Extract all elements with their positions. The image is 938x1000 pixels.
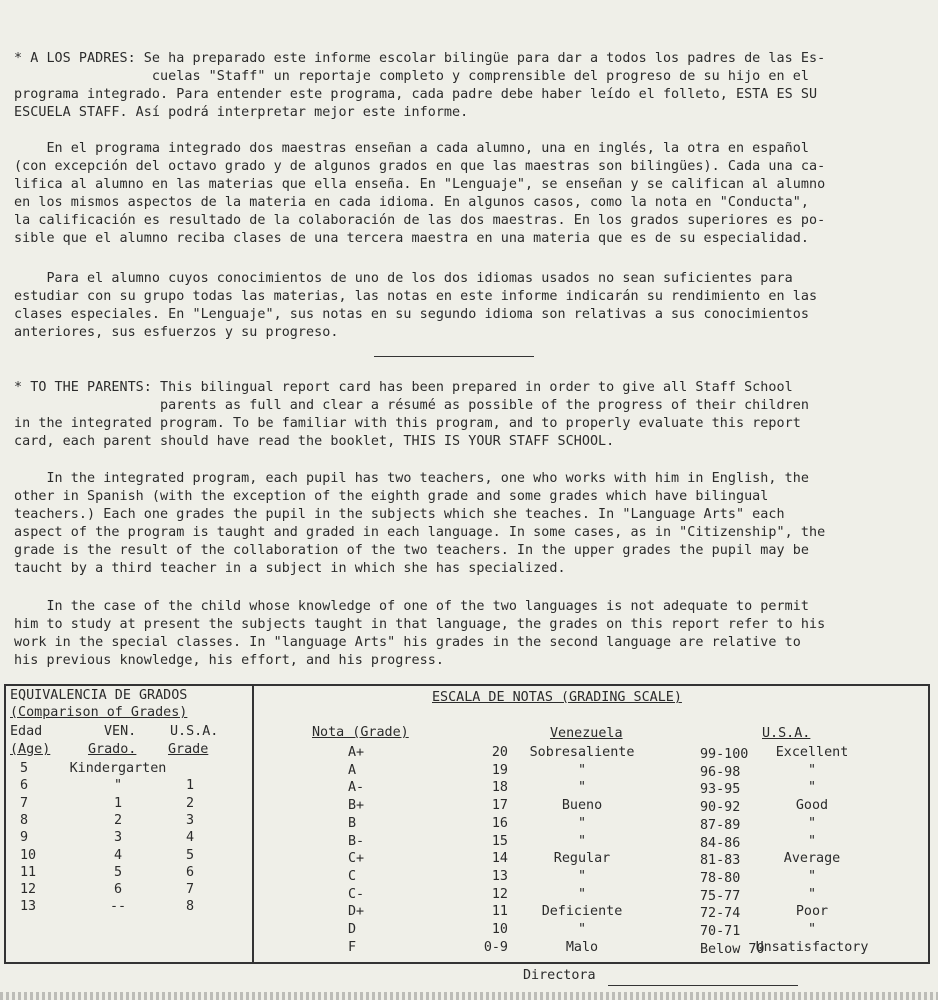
english-paragraph-3: In the case of the child whose knowledge of one of the two languages is not adequate to permit him to study at present the subjects taught in that language, the grades on this report refer to his work in the special classes. In "language Arts" his grades in the second language are relative to his previous knowledge, his effort, and his progress. — [14, 599, 826, 668]
scale-range-cell: 99-100 — [700, 747, 749, 762]
scale-range-cell: Below 70 — [700, 941, 765, 957]
scale-number-cell: 11 — [491, 904, 508, 920]
perforated-edge — [0, 992, 938, 1000]
scale-range-cell: 70-71 — [700, 924, 741, 939]
equiv-usa-cell: 6 — [186, 864, 195, 880]
equiv-usa-cell: 1 — [186, 778, 195, 794]
scale-venezuela-cell: " — [577, 922, 587, 937]
scale-venezuela-cell: " — [577, 868, 587, 884]
scale-usa-cell: " — [807, 815, 817, 831]
scale-usa-cell: " — [807, 868, 817, 884]
scale-usa-cell: Good — [795, 798, 829, 814]
equiv-usa-cell: 8 — [186, 899, 195, 915]
scale-number-cell: 12 — [491, 886, 508, 902]
equiv-usa-cell: 2 — [186, 795, 195, 811]
scale-number-cell: 13 — [491, 868, 508, 884]
scale-venezuela-cell: Deficiente — [541, 904, 623, 920]
english-paragraph-1: * TO THE PARENTS: This bilingual report card has been prepared in order to give all Staff School parents as full and clear a résumé as possible of the progress of their children in the integrated program. To be familiar with this program, and to properly evaluate this report card, each parent should have read the booklet, THIS IS YOUR STAFF SCHOOL. — [14, 380, 809, 449]
equiv-age-cell: 12 — [20, 882, 37, 898]
scale-grade-cell: B+ — [348, 798, 365, 814]
scale-grade-cell: B — [348, 815, 357, 831]
scale-range-cell: 93-95 — [700, 782, 741, 798]
scale-venezuela-cell: " — [577, 762, 587, 778]
scale-number-cell: 0-9 — [483, 939, 508, 955]
equiv-usa-cell: 7 — [186, 882, 195, 898]
section-divider — [374, 356, 534, 357]
scale-usa-cell: Excellent — [775, 745, 849, 760]
scale-grade-cell: D+ — [348, 904, 365, 920]
scale-number-cell: 17 — [491, 798, 508, 814]
equiv-age-cell: 11 — [20, 864, 37, 880]
scale-number-cell: 19 — [491, 762, 508, 778]
equiv-age-cell: 9 — [20, 830, 29, 846]
scale-range-cell: 78-80 — [700, 870, 741, 886]
scale-usa-cell: " — [807, 922, 817, 937]
equiv-age-cell: 13 — [20, 899, 37, 915]
header-usa-scale: U.S.A. — [762, 726, 811, 741]
header-grade: Grade — [168, 742, 209, 757]
scale-venezuela-cell: Regular — [553, 851, 611, 867]
equiv-age-cell: 10 — [20, 847, 37, 863]
grading-scale-title: ESCALA DE NOTAS (GRADING SCALE) — [432, 690, 682, 705]
equiv-ven-cell: " — [113, 778, 123, 794]
equiv-ven-cell: 4 — [113, 847, 123, 863]
header-nota: Nota (Grade) — [312, 725, 409, 740]
scale-range-cell: 72-74 — [700, 906, 741, 922]
scale-range-cell: 81-83 — [700, 853, 741, 869]
scale-grade-cell: C — [348, 868, 357, 884]
spanish-paragraph-2: En el programa integrado dos maestras enseñan a cada alumno, una en inglés, la otra en español (con excepción del octavo grado y de algunos grados en que las maestras son bilingües). Cada una ca- lifica al alumno en las materias que ella enseña. En "Lenguaje", se enseñan y se califican al alumno en los mismos aspectos de la materia en cada idioma. En algunos casos, como la nota en "Conducta", la calificación es resultado de la colaboración de las dos maestras. En los grados superiores es po- sible que el alumno reciba clases de una tercera maestra en una materia que es de su especialidad. — [14, 141, 826, 246]
equiv-ven-cell: 2 — [113, 812, 123, 828]
scale-range-cell: 87-89 — [700, 817, 741, 833]
spanish-paragraph-1: * A LOS PADRES: Se ha preparado este informe escolar bilingüe para dar a todos los padres de las Es- cuelas "Staff" un reportaje completo y comprensible del progreso de su hijo en el programa integrado. Para entender este programa, cada padre debe haber leído el folleto, ESTA ES SU ESCUELA STAFF. Así podrá interpretar mejor este informe. — [14, 51, 826, 120]
scale-number-cell: 10 — [491, 922, 508, 937]
equiv-ven-cell: 6 — [113, 882, 123, 898]
scale-usa-cell: Poor — [795, 904, 829, 920]
scale-range-cell: 90-92 — [700, 800, 741, 816]
header-grado: Grado. — [88, 742, 137, 757]
equiv-age-cell: 5 — [20, 761, 29, 776]
spanish-paragraph-3: Para el alumno cuyos conocimientos de uno de los dos idiomas usados no sean suficientes para estudiar con su grupo todas las materias, las notas en este informe indicarán su rendimiento en las clases especiales. En "Lenguaje", sus notas en su segundo idioma son relativas a sus conocimientos anteriores, sus esfuerzos y su progreso. — [14, 271, 818, 340]
header-edad: Edad — [10, 724, 43, 739]
equiv-usa-cell: 4 — [186, 830, 195, 846]
equiv-ven-cell: 5 — [113, 864, 123, 880]
equiv-usa-cell: 5 — [186, 847, 195, 863]
scale-number-cell: 15 — [491, 833, 508, 849]
equiv-ven-cell: -- — [109, 899, 127, 915]
equiv-age-cell: 6 — [20, 778, 29, 794]
scale-number-cell: 16 — [491, 815, 508, 831]
scale-venezuela-cell: " — [577, 780, 587, 796]
equivalence-subtitle: (Comparison of Grades) — [10, 705, 188, 720]
director-signature-line — [608, 985, 798, 986]
equiv-usa-cell: 3 — [186, 812, 195, 828]
header-age: (Age) — [10, 742, 51, 757]
scale-number-cell: 14 — [491, 851, 508, 867]
scale-grade-cell: D — [348, 922, 357, 937]
equiv-ven-cell: 1 — [113, 795, 123, 811]
equivalence-title: EQUIVALENCIA DE GRADOS — [10, 688, 188, 703]
scale-usa-cell: " — [807, 780, 817, 796]
scale-range-cell: 96-98 — [700, 764, 741, 780]
scale-grade-cell: C+ — [348, 851, 365, 867]
scale-usa-cell: " — [807, 886, 817, 902]
scale-grade-cell: B- — [348, 833, 365, 849]
scale-grade-cell: C- — [348, 886, 365, 902]
scale-number-cell: 20 — [491, 745, 508, 760]
scale-grade-cell: A — [348, 762, 357, 778]
equiv-age-cell: 7 — [20, 795, 29, 811]
scale-venezuela-cell: " — [577, 886, 587, 902]
scale-usa-cell: " — [807, 833, 817, 849]
scale-range-cell: 75-77 — [700, 888, 741, 904]
scale-venezuela-cell: Sobresaliente — [529, 745, 635, 760]
scale-range-cell: 84-86 — [700, 835, 741, 851]
scale-usa-cell: Average — [783, 851, 841, 867]
header-venezuela: Venezuela — [550, 726, 623, 741]
header-usa-equiv: U.S.A. — [170, 724, 219, 739]
scale-grade-cell: A+ — [348, 745, 365, 760]
equiv-age-cell: 8 — [20, 812, 29, 828]
scale-usa-cell: " — [807, 762, 817, 778]
scale-number-cell: 18 — [491, 780, 508, 796]
scale-usa-cell: Unsatisfactory — [755, 939, 869, 955]
header-ven: VEN. — [104, 724, 137, 739]
scale-grade-cell: A- — [348, 780, 365, 796]
equiv-ven-cell: 3 — [113, 830, 123, 846]
scale-grade-cell: F — [348, 939, 357, 955]
scale-venezuela-cell: Bueno — [561, 798, 603, 814]
scale-venezuela-cell: Malo — [565, 939, 599, 955]
table-divider-line — [252, 684, 254, 964]
director-label: Directora — [523, 968, 596, 983]
scale-venezuela-cell: " — [577, 833, 587, 849]
english-paragraph-2: In the integrated program, each pupil has two teachers, one who works with him in English, the other in Spanish (with the exception of the eighth grade and some grades which have bilingual teachers.) Each one grades the pupil in the subjects which she teaches. In "Language Arts" each aspect of the program is taught and graded in each language. In some cases, as in "Citizenship", the grade is the result of the collaboration of the two teachers. In the upper grades the pupil may be taucht by a third teacher in a subject in which she has specialized. — [14, 471, 826, 576]
equiv-ven-cell: Kindergarten — [69, 761, 167, 776]
scale-venezuela-cell: " — [577, 815, 587, 831]
